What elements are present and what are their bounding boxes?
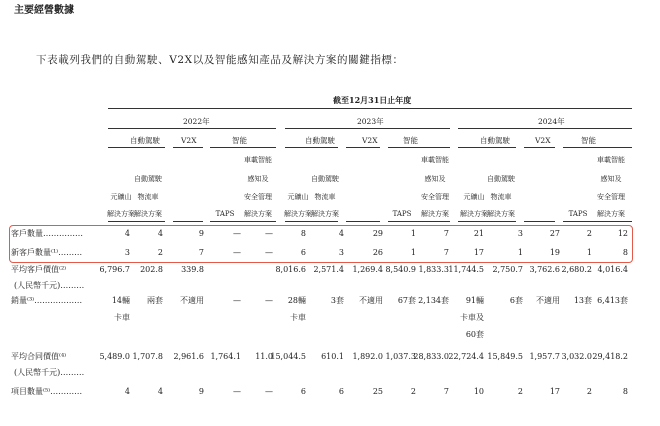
row-label: 平均合同價值⁽⁴⁾ — [11, 352, 67, 361]
table-cell: 91輛 — [465, 296, 484, 305]
table-cell: 3 — [338, 248, 344, 257]
table-cell: 28,833.0 — [413, 352, 449, 361]
table-cell: 2,961.6 — [173, 352, 204, 361]
table-cell: 1,957.7 — [529, 352, 560, 361]
year-rule-2024 — [458, 128, 632, 129]
table-cell: 11,744.5 — [448, 265, 484, 274]
intro-text: 下表載列我們的自動駕駛、V2X以及智能感知產品及解決方案的關鍵指標： — [36, 54, 404, 66]
row-label-unit: (人民幣千元)……… — [14, 281, 85, 290]
year-2022: 2022年 — [183, 117, 210, 126]
table-cell: 29 — [372, 229, 383, 238]
sub-header-label: 安全管理 — [244, 193, 272, 201]
table-cell: 2 — [410, 387, 416, 396]
group-rule — [458, 147, 516, 148]
table-cell: 7 — [443, 248, 449, 257]
table-cell: 2 — [157, 248, 163, 257]
sub-header-rule — [173, 221, 203, 222]
sub-header-label: 車載智能 — [244, 156, 272, 164]
sub-header-label: 解決方案 — [460, 210, 488, 218]
table-cell: 1 — [410, 248, 416, 257]
table-cell: 26 — [372, 248, 383, 257]
group-header-3: 智能 — [581, 136, 596, 145]
year-2024: 2024年 — [538, 117, 565, 126]
sub-header-label: 元礦山 — [463, 193, 485, 201]
sub-header-label: 解決方案 — [597, 210, 625, 218]
table-cell: 不適用 — [536, 296, 560, 305]
table-cell: 27 — [549, 229, 560, 238]
year-rule-2022 — [108, 128, 276, 129]
sub-header-label: 感知及 — [600, 175, 622, 183]
sub-header-label: 物流車 — [314, 193, 336, 201]
table-cell: 2 — [586, 229, 592, 238]
sub-header-label: 解決方案 — [244, 210, 272, 218]
group-header-1: 自動駕駛 — [305, 136, 335, 145]
table-cell: 610.1 — [321, 352, 344, 361]
table-cell: 1,892.0 — [352, 352, 383, 361]
sub-header-label: 解決方案 — [311, 210, 339, 218]
table-cell: — — [233, 248, 241, 257]
table-cell: 6,796.7 — [99, 265, 130, 274]
table-cell: 卡車 — [290, 313, 306, 322]
table-cell: — — [265, 248, 273, 257]
table-cell: 28輛 — [287, 296, 306, 305]
table-cell: 11.0 — [255, 352, 273, 361]
table-cell: 60套 — [465, 330, 484, 339]
table-cell: 339.8 — [181, 265, 204, 274]
sub-header-rule — [108, 221, 165, 222]
sub-header-label: 感知及 — [424, 175, 446, 183]
table-cell: 8 — [622, 387, 628, 396]
table-cell: 67套 — [397, 296, 416, 305]
sub-header-label: 物流車 — [137, 193, 159, 201]
group-rule — [108, 147, 165, 148]
table-cell: 不適用 — [359, 296, 383, 305]
table-cell: 8 — [622, 248, 628, 257]
table-cell: 1,833.3 — [418, 265, 449, 274]
table-cell: 7 — [198, 248, 204, 257]
table-cell: 10 — [473, 387, 484, 396]
table-cell: 15,044.5 — [270, 352, 306, 361]
group-rule — [173, 147, 203, 148]
table-cell: 3 — [124, 248, 130, 257]
period-header: 截至12月31日止年度 — [333, 95, 412, 105]
sub-header-label: 車載智能 — [421, 156, 449, 164]
table-cell: 3,032.0 — [561, 352, 592, 361]
group-rule — [388, 147, 450, 148]
row-label: 客戶數量…………… — [11, 229, 83, 238]
table-cell: 29,418.2 — [592, 352, 628, 361]
table-cell: 1,037.3 — [385, 352, 416, 361]
group-header-2: V2X — [362, 136, 378, 145]
row-label: 項目數量⁽⁵⁾………… — [11, 387, 83, 396]
table-cell: 21 — [473, 229, 484, 238]
sub-header-label: 解決方案 — [284, 210, 312, 218]
row-label: 新客戶數量⁽¹⁾……… — [11, 248, 83, 257]
sub-header-label: 自動駕駛 — [311, 175, 339, 183]
sub-header-label: 感知及 — [247, 175, 269, 183]
table-cell: 2 — [517, 387, 523, 396]
table-cell: 6套 — [509, 296, 523, 305]
table-cell: 9 — [198, 229, 204, 238]
group-rule — [210, 147, 276, 148]
table-cell: 25 — [372, 387, 383, 396]
sub-header-label: 解決方案 — [134, 210, 162, 218]
table-cell: 4 — [124, 387, 130, 396]
table-cell: 12 — [617, 229, 628, 238]
table-cell: 2 — [586, 387, 592, 396]
table-cell: 1 — [410, 229, 416, 238]
table-cell: 6 — [300, 248, 306, 257]
table-cell: 1,269.4 — [352, 265, 383, 274]
group-header-1: 自動駕駛 — [480, 136, 510, 145]
year-rule-2023 — [285, 128, 450, 129]
sub-header-label: 車載智能 — [597, 156, 625, 164]
table-cell: 4 — [124, 229, 130, 238]
group-rule — [524, 147, 555, 148]
table-cell: 14輛 — [111, 296, 130, 305]
table-cell: 8,016.6 — [275, 265, 306, 274]
table-cell: — — [233, 387, 241, 396]
row-label: 銷量⁽³⁾……………… — [11, 296, 83, 305]
sub-header-label: TAPS — [215, 210, 235, 218]
sub-header-label: TAPS — [392, 210, 412, 218]
group-rule — [285, 147, 338, 148]
sub-header-label: 自動駕駛 — [487, 175, 515, 183]
table-cell: 7 — [443, 387, 449, 396]
table-cell: 15,849.5 — [487, 352, 523, 361]
table-cell: 22,724.4 — [448, 352, 484, 361]
sub-header-label: 解決方案 — [107, 210, 135, 218]
table-cell: — — [233, 229, 241, 238]
table-cell: — — [265, 387, 273, 396]
table-cell: 2,680.2 — [561, 265, 592, 274]
table-cell: 1 — [517, 248, 523, 257]
section-title: 主要經營數據 — [14, 5, 74, 16]
table-cell: 2,750.7 — [492, 265, 523, 274]
table-cell: 4 — [157, 229, 163, 238]
table-cell: 6 — [338, 387, 344, 396]
sub-header-label: 元礦山 — [287, 193, 309, 201]
group-header-2: V2X — [535, 136, 551, 145]
sub-header-rule — [458, 221, 516, 222]
table-cell: 6 — [300, 387, 306, 396]
table-cell: 卡車 — [114, 313, 130, 322]
sub-header-label: 元礦山 — [110, 193, 132, 201]
table-cell: 2,571.4 — [313, 265, 344, 274]
group-header-2: V2X — [181, 136, 197, 145]
sub-header-label: 解決方案 — [421, 210, 449, 218]
table-cell: 卡車及 — [460, 313, 484, 322]
table-cell: 兩套 — [147, 296, 163, 305]
table-cell: 3 — [517, 229, 523, 238]
table-cell: 17 — [473, 248, 484, 257]
sub-header-rule — [346, 221, 380, 222]
table-cell: 1,764.1 — [210, 352, 241, 361]
group-rule — [563, 147, 632, 148]
table-cell: 3套 — [330, 296, 344, 305]
group-rule — [346, 147, 380, 148]
table-cell: 6,413套 — [597, 296, 628, 305]
sub-header-rule — [285, 221, 338, 222]
table-cell: 8,540.9 — [385, 265, 416, 274]
sub-header-label: 安全管理 — [421, 193, 449, 201]
table-cell: 5,489.0 — [99, 352, 130, 361]
table-cell: 不適用 — [180, 296, 204, 305]
table-cell: 9 — [198, 387, 204, 396]
group-header-3: 智能 — [232, 136, 247, 145]
table-cell: 7 — [443, 229, 449, 238]
group-header-3: 智能 — [403, 136, 418, 145]
table-cell: 4,016.4 — [597, 265, 628, 274]
table-cell: 4 — [338, 229, 344, 238]
row-label: 平均客戶價值⁽²⁾ — [11, 265, 67, 274]
sub-header-rule — [210, 221, 276, 222]
table-cell: 17 — [549, 387, 560, 396]
sub-header-rule — [524, 221, 555, 222]
highlight-box — [9, 225, 633, 263]
sub-header-rule — [563, 221, 632, 222]
table-cell: 3,762.6 — [529, 265, 560, 274]
year-2023: 2023年 — [357, 117, 384, 126]
sub-header-rule — [388, 221, 450, 222]
table-cell: 1 — [586, 248, 592, 257]
table-cell: 2,134套 — [418, 296, 449, 305]
row-label-unit: (人民幣千元)……… — [14, 368, 85, 377]
table-cell: 19 — [549, 248, 560, 257]
sub-header-label: 自動駕駛 — [134, 175, 162, 183]
group-header-1: 自動駕駛 — [130, 136, 160, 145]
header-rule — [108, 108, 632, 109]
table-cell: — — [265, 229, 273, 238]
sub-header-label: 安全管理 — [597, 193, 625, 201]
table-cell: 4 — [157, 387, 163, 396]
table-cell: 13套 — [573, 296, 592, 305]
sub-header-label: TAPS — [568, 210, 588, 218]
table-cell: 8 — [300, 229, 306, 238]
table-cell: — — [233, 296, 241, 305]
sub-header-label: 解決方案 — [487, 210, 515, 218]
table-cell: — — [265, 296, 273, 305]
table-cell: 202.8 — [140, 265, 163, 274]
table-cell: 1,707.8 — [132, 352, 163, 361]
sub-header-label: 物流車 — [490, 193, 512, 201]
